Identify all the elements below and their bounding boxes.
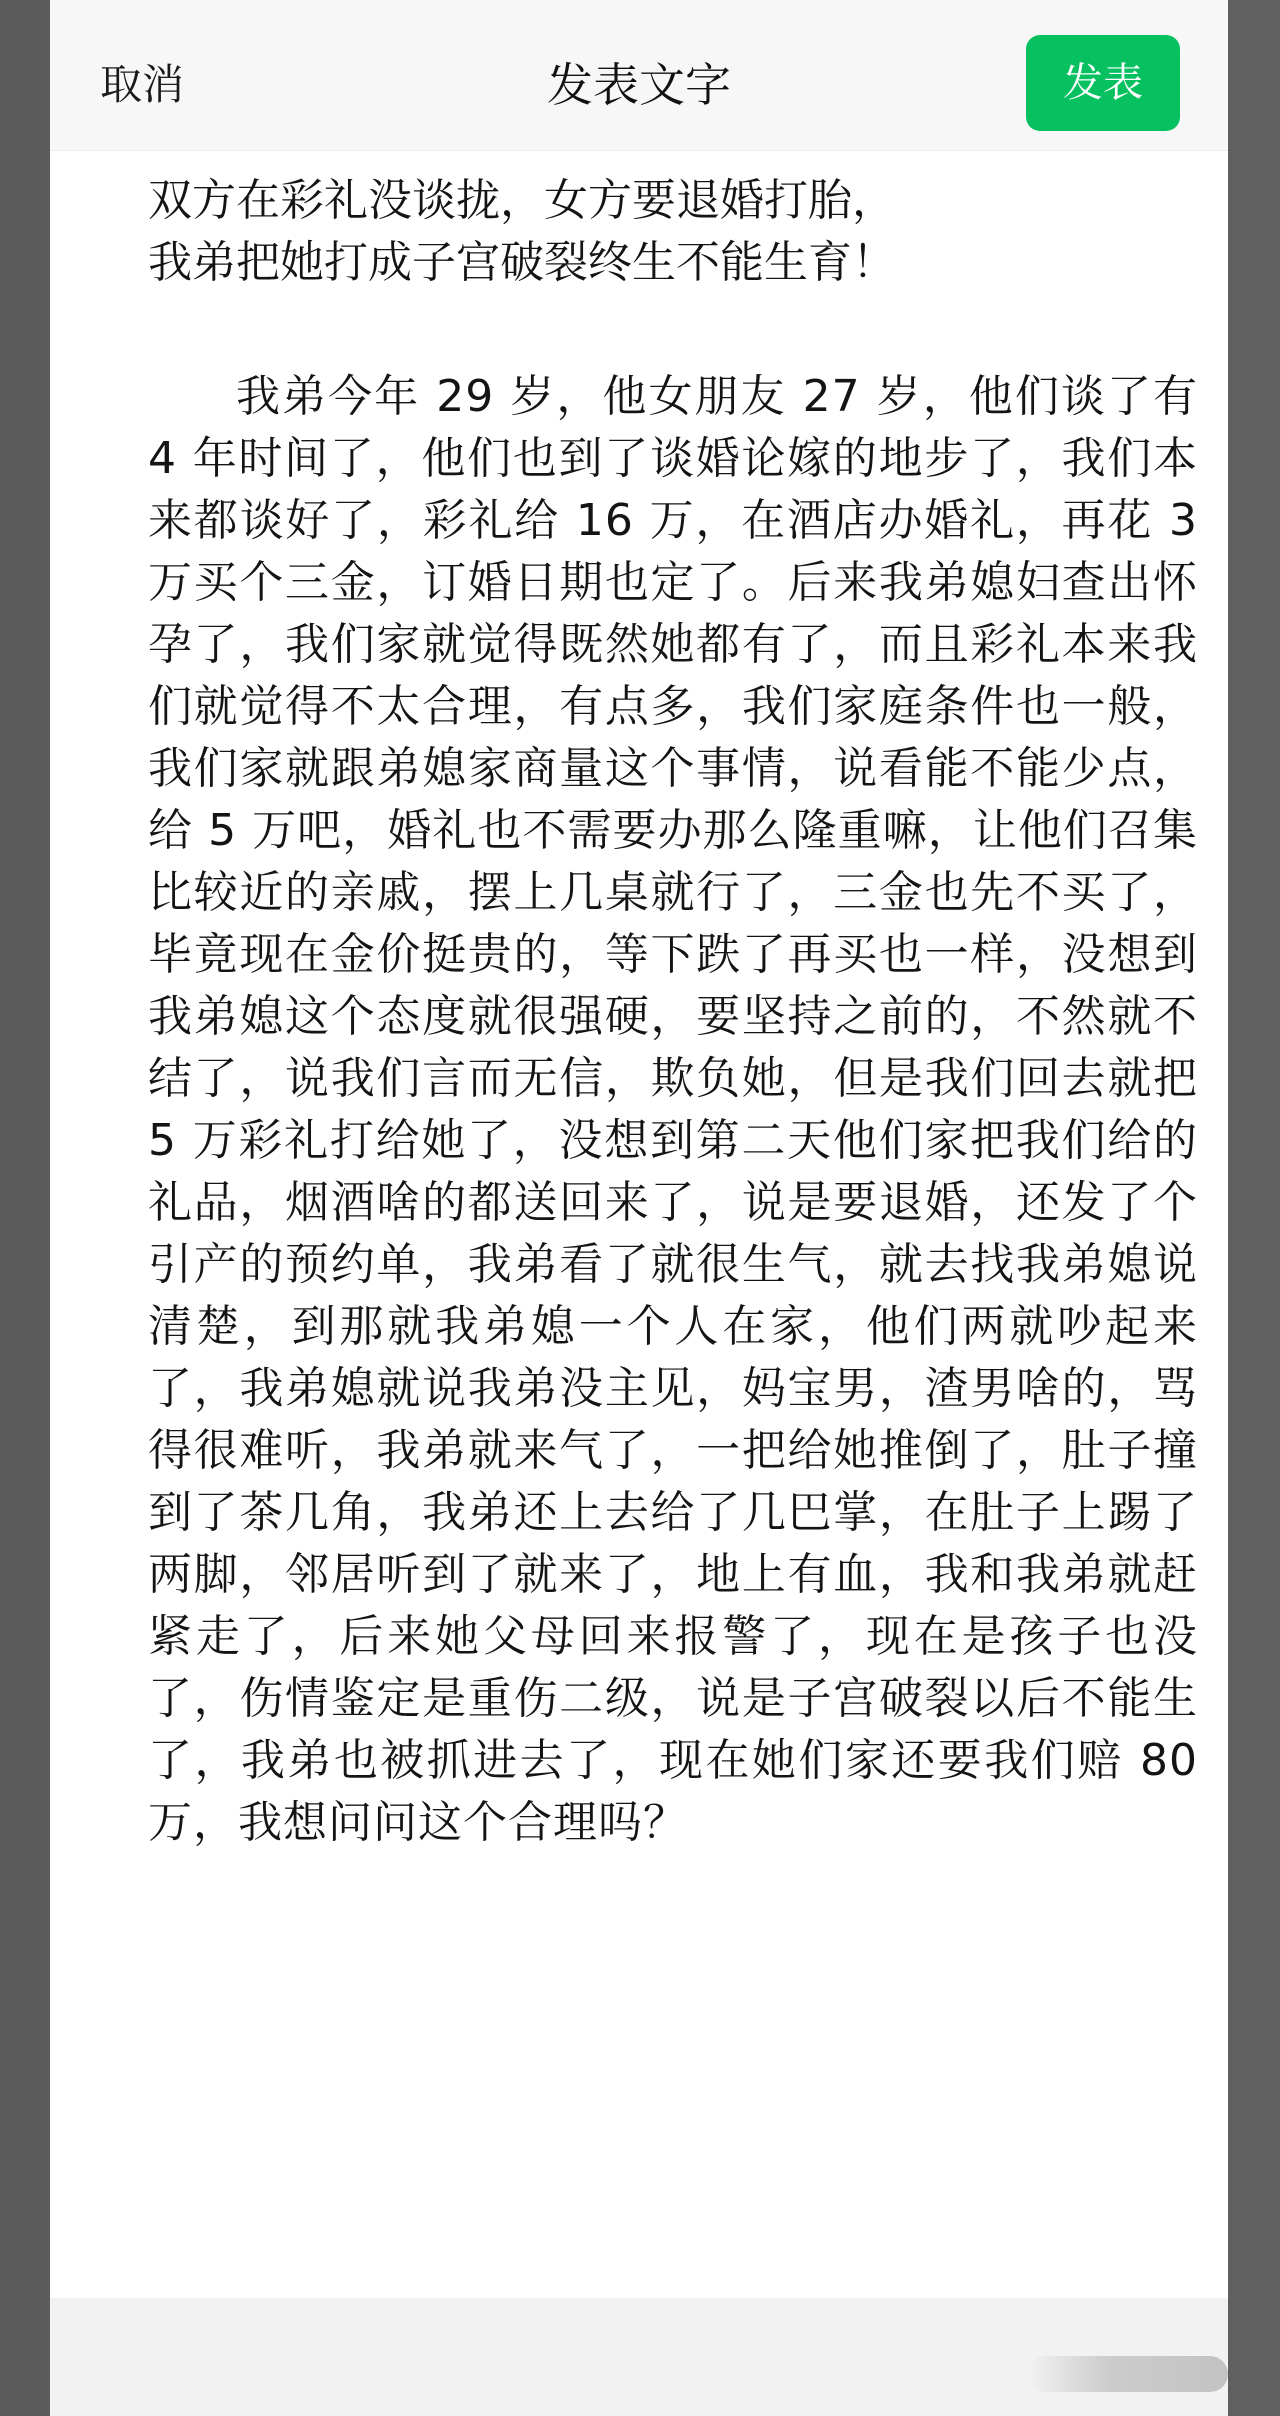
post-body: 我弟今年 29 岁，他女朋友 27 岁，他们谈了有 4 年时间了，他们也到了谈婚论嫁的地步了，我们本来都谈好了，彩礼给 16 万，在酒店办婚礼，再花 3 万买个三金，订婚日期也定了。后来我弟媳妇查出怀孕了，我们家就觉得既然她都有了，而且彩礼本来我们就觉得不太合理，有点多，我们家庭条件也一般，我们家就跟弟媳家商量这个事情，说看能不能少点，给 5 万吧，婚礼也不需要办那么隆重嘛，让他们召集比较近的亲戚，摆上几桌就行了，三金也先不买了，毕竟现在金价挺贵的，等下跌了再买也一样，没想到我弟媳这个态度就很强硬，要坚持之前的，不然就不结了，说我们言而无信，欺负她，但是我们回去就把 5 万彩礼打给她了，没想到第二天他们家把我们给的礼品，烟酒啥的都送回来了，说是要退婚，还发了个引产的预约单，我弟看了就很生气，就去找我弟媳说清楚，到那就我弟媳一个人在家，他们两就吵起来了，我弟媳就说我弟没主见，妈宝男，渣男啥的，骂得很难听，我弟就来气了，一把给她推倒了，肚子撞到了茶几角，我弟还上去给了几巴掌，在肚子上踢了两脚，邻居听到了就来了，地上有血，我和我弟就赶紧走了，后来她父母回来报警了，现在是孩子也没了，伤情鉴定是重伤二级，说是子宫破裂以后不能生了，我弟也被抓进去了，现在她们家还要我们赔 80 万，我想问问这个合理吗？ [148,371,1198,1848]
right-frame-edge [1228,0,1280,2416]
bottom-bar [50,2298,1228,2416]
compose-header [50,0,1228,151]
post-headline: 双方在彩礼没谈拢，女方要退婚打胎， 我弟把她打成子宫破裂终生不能生育！ [148,175,896,288]
watermark-blur [1028,2356,1228,2392]
left-frame-edge [0,0,50,2416]
cancel-button[interactable]: 取消 [100,60,185,109]
publish-button[interactable]: 发表 [1026,35,1180,131]
compose-screen [50,0,1228,2416]
post-text-area[interactable] [148,170,1198,1854]
page-title: 发表文字 [547,58,731,112]
